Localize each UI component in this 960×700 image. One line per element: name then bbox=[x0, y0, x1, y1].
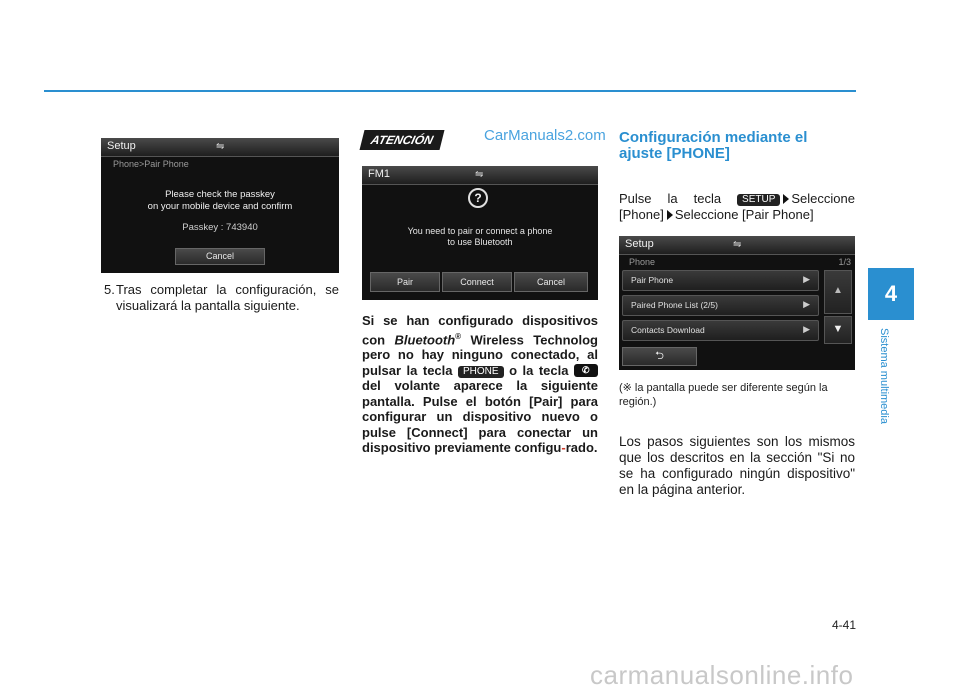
menu-item-label: Paired Phone List (2/5) bbox=[631, 300, 718, 310]
back-button[interactable] bbox=[622, 347, 697, 366]
instr-text-3: Seleccione [Pair Phone] bbox=[674, 206, 814, 222]
cancel-button[interactable]: Cancel bbox=[175, 248, 265, 265]
message-line-1: Please check the passkey bbox=[165, 189, 275, 200]
pair-button[interactable]: Pair bbox=[370, 272, 440, 292]
back-arrow-icon: ⮌ bbox=[655, 350, 664, 362]
arrow-right-icon bbox=[667, 210, 673, 220]
atencion-label: ATENCIÓN bbox=[360, 130, 445, 150]
bluetooth-note bbox=[362, 313, 598, 456]
play-arrow-icon: ▶ bbox=[803, 299, 810, 309]
bluetooth-prompt-screen bbox=[362, 166, 598, 300]
screen-title: FM1 bbox=[368, 168, 390, 180]
final-text: Los pasos siguientes son los mismos que los descritos en la sección "Si no se ha configurado ningún dispositivo" en la página anterior. bbox=[619, 434, 855, 497]
step-text: Tras completar la configuración, se visualizará la pantalla siguiente. bbox=[116, 282, 339, 313]
phone-icon: ✆ bbox=[582, 364, 590, 375]
pair-message bbox=[362, 226, 598, 248]
chapter-label bbox=[876, 328, 892, 448]
note-text-2: Wireless Technolog pero no hay ninguno conectado, al pulsar la tecla bbox=[362, 331, 598, 378]
menu-item-label: Contacts Download bbox=[631, 325, 705, 335]
screen-title: Setup bbox=[625, 238, 654, 250]
section-heading bbox=[619, 130, 859, 162]
note-hyphen: - bbox=[561, 440, 566, 456]
step-5 bbox=[104, 282, 339, 313]
play-arrow-icon: ▶ bbox=[803, 324, 810, 334]
note-text-4: del volante aparece la siguiente pantalla. Pulse el botón [Pair] para configurar un dispositivo nuevo o pulse [Connect] para conectar un dispositivo previamente configu bbox=[362, 378, 598, 456]
screen-title: Setup bbox=[107, 140, 136, 152]
note-text-5: rado. bbox=[565, 440, 598, 456]
menu-item-paired-phone-list[interactable] bbox=[622, 295, 819, 316]
phone-key: PHONE bbox=[458, 366, 504, 378]
menu-item-pair-phone[interactable] bbox=[622, 270, 819, 291]
setup-instructions bbox=[619, 191, 855, 222]
scroll-down-button[interactable] bbox=[824, 316, 852, 344]
usb-icon: ⇋ bbox=[216, 141, 225, 152]
page-indicator: 1/3 bbox=[838, 257, 851, 267]
passkey-message bbox=[101, 189, 339, 213]
message-line-2: on your mobile device and confirm bbox=[147, 201, 293, 212]
footer-watermark: carmanualsonline.info bbox=[590, 660, 854, 690]
step-number: 5. bbox=[104, 282, 115, 297]
menu-item-contacts-download[interactable] bbox=[622, 320, 819, 341]
menu-item-label: Pair Phone bbox=[631, 275, 674, 285]
up-triangle-icon: ▲ bbox=[833, 285, 843, 296]
top-rule bbox=[44, 90, 856, 92]
breadcrumb: Phone bbox=[629, 257, 656, 267]
cancel-button[interactable]: Cancel bbox=[514, 272, 588, 292]
phone-setup-screen bbox=[619, 236, 855, 370]
chapter-tab: 4 bbox=[868, 268, 914, 320]
setup-key: SETUP bbox=[737, 194, 780, 206]
chapter-label-text: Sistema multimedia bbox=[878, 328, 890, 424]
note-bluetooth: Bluetooth bbox=[394, 331, 456, 347]
play-arrow-icon: ▶ bbox=[803, 274, 810, 284]
instr-text-2: Seleccione [Phone] bbox=[619, 191, 855, 222]
page-number: 4-41 bbox=[831, 618, 856, 632]
down-triangle-icon: ▼ bbox=[832, 323, 844, 335]
scroll-up-button[interactable] bbox=[824, 270, 852, 314]
instr-text-1: Pulse la tecla bbox=[619, 191, 738, 206]
note-text-3: o la tecla bbox=[503, 362, 574, 378]
note-text-1: Si se han configurado dispositivos con bbox=[362, 313, 598, 347]
passkey-value: Passkey : 743940 bbox=[182, 222, 258, 233]
question-icon: ? bbox=[468, 188, 488, 208]
note-registered: ® bbox=[455, 331, 462, 341]
passkey-screen bbox=[101, 138, 339, 273]
connect-button[interactable]: Connect bbox=[442, 272, 512, 292]
heading-line-1: Configuración mediante el bbox=[619, 129, 808, 146]
site-watermark: CarManuals2.com bbox=[484, 127, 606, 144]
breadcrumb: Phone>Pair Phone bbox=[113, 159, 189, 169]
region-note: (※ la pantalla puede ser diferente según la región.) bbox=[619, 382, 828, 408]
message-line-2: to use Bluetooth bbox=[447, 237, 513, 247]
arrow-right-icon bbox=[783, 194, 789, 204]
steering-phone-key bbox=[574, 364, 598, 377]
message-line-1: You need to pair or connect a phone bbox=[407, 226, 553, 236]
usb-icon: ⇋ bbox=[475, 169, 484, 180]
usb-icon: ⇋ bbox=[733, 239, 742, 250]
heading-line-2: ajuste [PHONE] bbox=[619, 145, 730, 162]
